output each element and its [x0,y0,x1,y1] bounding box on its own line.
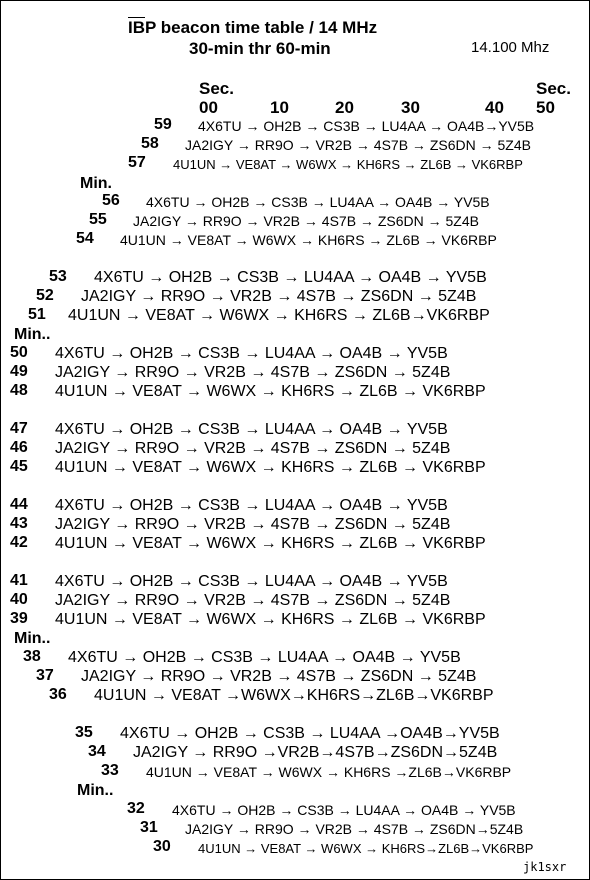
seconds-tick-30: 30 [401,98,420,117]
row-minute-number: 36 [49,686,67,703]
row-beacon-sequence: JA2IGY → RR9O → VR2B → 4S7B → ZS6DN → 5Z4B [185,137,531,153]
seconds-tick-00: 00 [199,98,218,117]
row-minute-number: 34 [88,743,106,760]
row-beacon-sequence: 4U1UN → VE8AT → W6WX → KH6RS → ZL6B→VK6RBP [68,307,490,324]
row-beacon-sequence: 4X6TU → OH2B → CS3B → LU4AA → OA4B → YV5B [55,497,448,514]
row-minute-number: 38 [23,648,41,665]
row-beacon-sequence: 4X6TU → OH2B → CS3B → LU4AA → OA4B → YV5B [146,194,490,210]
row-minute-number: 56 [102,192,120,209]
row-beacon-sequence: 4U1UN → VE8AT → W6WX → KH6RS → ZL6B → VK6RBP [55,459,486,476]
title-rest: P beacon time table / 14 MHz [145,18,378,37]
row-beacon-sequence: 4X6TU → OH2B → CS3B → LU4AA → OA4B → YV5B [68,649,461,666]
minute-label: Min.. [14,630,51,647]
row-minute-number: 51 [28,306,46,323]
row-beacon-sequence: 4X6TU → OH2B → CS3B → LU4AA → OA4B → YV5B [55,345,448,362]
row-minute-number: 41 [10,572,28,589]
row-minute-number: 37 [36,667,54,684]
row-minute-number: 50 [10,344,28,361]
row-beacon-sequence: 4U1UN → VE8AT → W6WX → KH6RS → ZL6B → VK6RBP [120,232,497,248]
row-beacon-sequence: JA2IGY → RR9O → VR2B → 4S7B → ZS6DN → 5Z4B [55,364,451,381]
row-beacon-sequence: 4U1UN → VE8AT → W6WX → KH6RS → ZL6B → VK6RBP [173,156,523,172]
row-beacon-sequence: 4X6TU → OH2B → CS3B → LU4AA →OA4B→YV5B [120,725,500,742]
row-minute-number: 31 [140,819,158,836]
row-beacon-sequence: 4U1UN → VE8AT → W6WX → KH6RS→ZL6B→VK6RBP [198,840,534,856]
seconds-tick-10: 10 [270,98,289,117]
row-beacon-sequence: JA2IGY → RR9O → VR2B → 4S7B → ZS6DN → 5Z4B [81,668,477,685]
row-beacon-sequence: 4X6TU → OH2B → CS3B → LU4AA → OA4B → YV5B [94,269,487,286]
seconds-tick-40: 40 [485,98,504,117]
row-beacon-sequence: 4X6TU → OH2B → CS3B → LU4AA → OA4B → YV5B [55,421,448,438]
row-minute-number: 35 [75,724,93,741]
row-minute-number: 49 [10,363,28,380]
row-beacon-sequence: 4X6TU → OH2B → CS3B → LU4AA → OA4B→YV5B [198,118,535,134]
row-minute-number: 44 [10,496,28,513]
row-minute-number: 32 [127,800,145,817]
row-minute-number: 39 [10,610,28,627]
row-beacon-sequence: JA2IGY → RR9O →VR2B→4S7B→ZS6DN→5Z4B [133,744,498,761]
author-signature: jk1sxr [523,860,567,874]
row-minute-number: 43 [10,515,28,532]
page-title [128,19,377,36]
row-beacon-sequence: 4U1UN → VE8AT →W6WX→KH6RS→ZL6B→VK6RBP [94,687,494,704]
row-minute-number: 55 [89,211,107,228]
row-beacon-sequence: JA2IGY → RR9O → VR2B → 4S7B → ZS6DN → 5Z4B [55,440,451,457]
seconds-tick-50: 50 [536,98,555,117]
row-minute-number: 54 [76,230,94,247]
title-overlined-part: $\overline{IB}$ [128,18,145,37]
row-minute-number: 52 [36,287,54,304]
row-beacon-sequence: JA2IGY → RR9O → VR2B → 4S7B → ZS6DN → 5Z4B [55,592,451,609]
frequency-label: 14.100 Mhz [471,39,550,56]
seconds-label-right: Sec. [536,79,571,98]
row-minute-number: 40 [10,591,28,608]
row-beacon-sequence: JA2IGY → RR9O → VR2B → 4S7B → ZS6DN→5Z4B [185,821,524,837]
minute-label: Min. [80,175,112,192]
minute-label: Min.. [77,782,114,799]
row-beacon-sequence: 4U1UN → VE8AT → W6WX → KH6RS → ZL6B → VK6RBP [55,535,486,552]
row-minute-number: 30 [153,838,171,855]
row-minute-number: 57 [128,154,146,171]
row-minute-number: 42 [10,534,28,551]
row-minute-number: 53 [49,268,67,285]
row-beacon-sequence: 4U1UN → VE8AT → W6WX → KH6RS → ZL6B → VK6RBP [55,611,486,628]
row-beacon-sequence: 4U1UN → VE8AT → W6WX → KH6RS → ZL6B → VK6RBP [55,383,486,400]
row-minute-number: 46 [10,439,28,456]
row-minute-number: 33 [101,762,119,779]
row-minute-number: 58 [141,135,159,152]
row-beacon-sequence: JA2IGY → RR9O → VR2B → 4S7B → ZS6DN → 5Z4B [55,516,451,533]
minute-label: Min.. [14,326,51,343]
row-beacon-sequence: JA2IGY → RR9O → VR2B → 4S7B → ZS6DN → 5Z4B [133,213,479,229]
row-minute-number: 45 [10,458,28,475]
page-subtitle: 30-min thr 60-min [189,39,331,58]
seconds-tick-20: 20 [335,98,354,117]
row-beacon-sequence: 4X6TU → OH2B → CS3B → LU4AA → OA4B → YV5B [172,802,516,818]
row-beacon-sequence: 4U1UN → VE8AT → W6WX → KH6RS →ZL6B→VK6RBP [146,764,512,780]
row-minute-number: 47 [10,420,28,437]
seconds-label-left: Sec. [199,79,234,98]
row-minute-number: 59 [154,116,172,133]
row-beacon-sequence: 4X6TU → OH2B → CS3B → LU4AA → OA4B → YV5B [55,573,448,590]
row-beacon-sequence: JA2IGY → RR9O → VR2B → 4S7B → ZS6DN → 5Z4B [81,288,477,305]
row-minute-number: 48 [10,382,28,399]
